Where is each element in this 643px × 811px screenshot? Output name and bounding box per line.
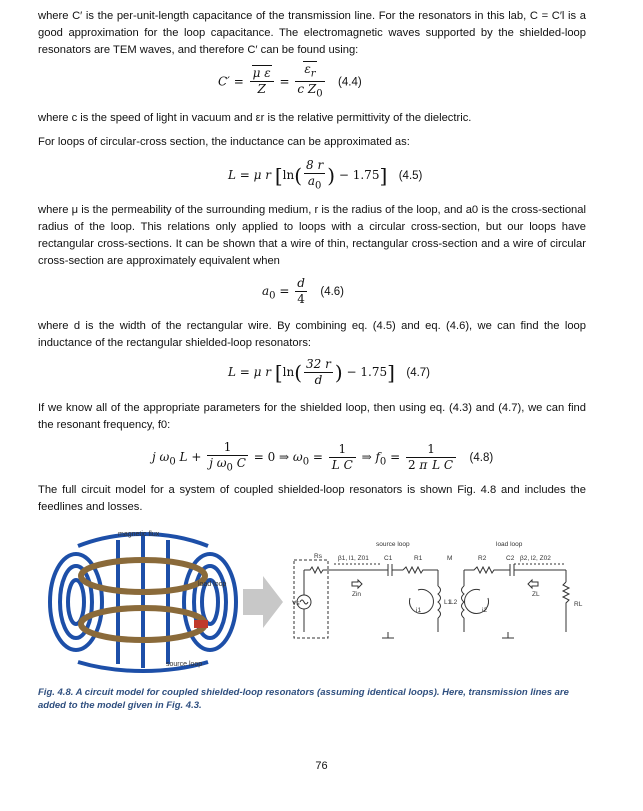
paragraph-rectangular-wire: where d is the width of the rectangular wire. By combining eq. (4.5) and eq. (4.6), we can find the loop inductance of the rectangular shielded-loop resonators: — [38, 320, 586, 349]
rs-label: Rs — [314, 553, 322, 560]
equation-number: (4.6) — [320, 286, 345, 298]
r2-label: R2 — [478, 555, 487, 562]
current-loop-i1 — [409, 589, 433, 613]
inductor-l1 — [438, 586, 441, 618]
page-number: 76 — [315, 760, 328, 772]
ac-symbol — [300, 600, 308, 604]
paragraph-circular-loops: For loops of circular-cross section, the inductance can be approximated as: — [38, 136, 410, 148]
l1-label: L1 — [444, 599, 452, 606]
figure-caption: Fig. 4.8. A circuit model for coupled shielded-loop resonators (assuming identical loops). Here, transmission lines are added to the model given in Fig. 4.3. — [38, 687, 569, 711]
paragraph-resonant-frequency: If we know all of the appropriate parameters for the shielded loop, then using eq. (4.3) and (4.7), we can find the resonant frequency, f0: — [38, 402, 586, 431]
tl-left-label: β1, l1, Z01 — [338, 555, 369, 562]
resistor-r2 — [464, 567, 504, 573]
resistor-r1 — [403, 567, 438, 573]
zin-label: Zin — [352, 591, 362, 598]
circuit-load-loop-label: load loop — [496, 541, 523, 548]
equation-4-7: L = μ r [ln( $\frac{32 r}{d}$ ) − 1.75] (4.7) — [228, 357, 431, 387]
circuit-model — [294, 560, 569, 638]
equation-number: (4.8) — [469, 452, 494, 465]
paragraph-full-circuit: The full circuit model for a system of coupled shielded-loop resonators is shown Fig. 4.8 and includes the feedlines and losses. — [38, 484, 586, 513]
paragraph-speed-of-light: where c is the speed of light in vacuum and εr is the relative permittivity of the dielectric. — [38, 112, 472, 124]
source-loop-label: source loop — [166, 661, 203, 668]
zin-arrow — [352, 580, 362, 588]
feedline-box — [294, 560, 328, 638]
inductor-l2 — [462, 586, 465, 618]
equation-number: (4.7) — [406, 367, 431, 379]
i1-label: i1 — [416, 607, 422, 614]
circuit-source-loop-label: source loop — [376, 541, 410, 548]
r1-label: R1 — [414, 555, 423, 562]
arrow-icon — [243, 576, 283, 628]
figure-4-8 — [38, 524, 598, 674]
resistor-rs — [304, 567, 334, 573]
flux-line — [60, 566, 92, 638]
i2-label: i2 — [482, 607, 488, 614]
l2-label: L2 — [450, 599, 458, 606]
m-label: M — [447, 555, 453, 562]
coupled-loops-illustration — [50, 531, 236, 671]
rl-label: RL — [574, 601, 583, 608]
equation-4-8: j $\omega_0$ L + $\frac{1}{j \omega_0 C}$ = 0 ⇒ $\omega_0$ = $\frac{1}{\text{L C}}$ ⇒ $f_0$ = $\frac{1}{\text{2 π L C}}$ (4.8) — [152, 440, 494, 474]
magnetic-flux-label: magnetic flux — [118, 531, 160, 538]
paragraph-capacitance: where C′ is the per-unit-length capacitance of the transmission line. For the resonators in this lab, C = C′l is a good approximation for the loop capacitance. The electromagnetic waves supported by the shielded-loop resonators are TEM waves, and therefore C′ can be found using: — [38, 10, 586, 56]
equation-4-4: C′ = $\frac{\text{μ ε}}{Z}$ = $\frac{\varepsilon_r}{c Z_0}$ (4.4) — [218, 62, 362, 100]
equation-number: (4.4) — [338, 76, 362, 89]
zl-arrow — [528, 580, 538, 588]
equation-4-6: $a_0$ = $\frac{d}{4}$ (4.6) — [262, 276, 345, 306]
paragraph-permeability: where μ is the permeability of the surrounding medium, r is the radius of the loop, and a0 is the cross-sectional radius of the loop. This relations only applied to loops with a circular cross-section, but our loops have rectangular cross-sections. It can be shown that a wire of thin, rectangular cross-section and a wire of circular cross-section are approximately equivalent when — [38, 204, 586, 267]
equation-4-5: L = μ r [ln( $\frac{8 r}{a_0}$ ) − 1.75] (4.5) — [228, 158, 423, 192]
c2-label: C2 — [506, 555, 515, 562]
vs-label: Vs — [292, 600, 300, 607]
zl-label: ZL — [532, 591, 540, 598]
load-loop-label: load loop — [198, 581, 227, 588]
c1-label: C1 — [384, 555, 393, 562]
feed-connector — [194, 620, 208, 628]
equation-number: (4.5) — [398, 170, 423, 183]
resistor-rl — [563, 582, 569, 624]
tl-right-label: β2, l2, Z02 — [520, 555, 551, 562]
